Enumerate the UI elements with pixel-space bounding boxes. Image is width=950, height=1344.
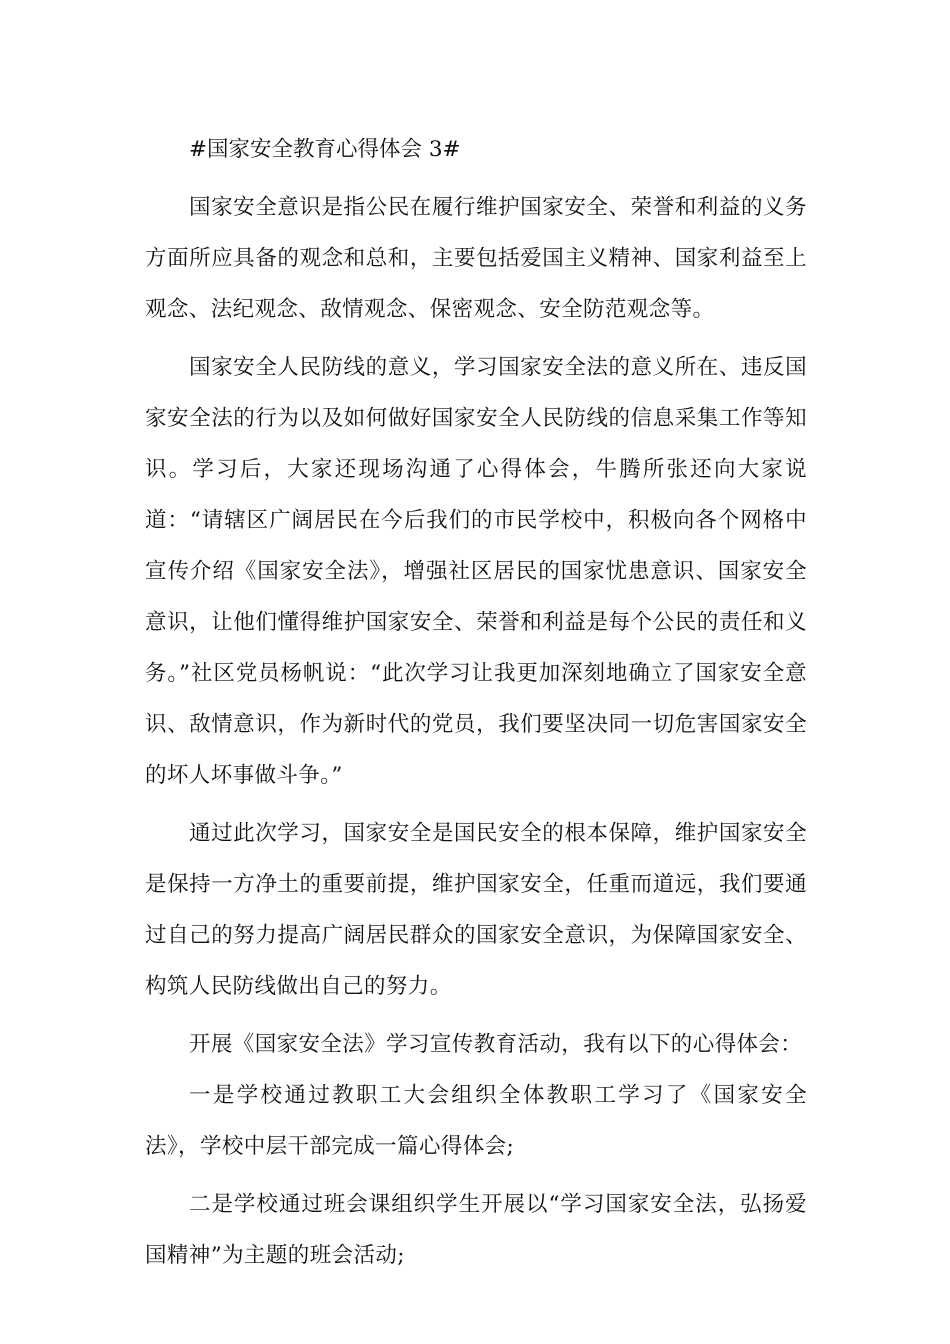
paragraph-security-awareness: 国家安全意识是指公民在履行维护国家安全、荣誉和利益的义务方面所应具备的观念和总和，主要包括爱国主义精神、国家利益至上观念、法纪观念、敌情观念、保密观念、安全防范观念等。: [145, 195, 807, 322]
document-body: [145, 124, 807, 1281]
paragraph-study-conclusion: 通过此次学习，国家安全是国民安全的根本保障，维护国家安全是保持一方净土的重要前提，维护国家安全，任重而道远，我们要通过自己的努力提高广阔居民群众的国家安全意识，为保障国家安全、构筑人民防线做出自己的努力。: [145, 821, 807, 999]
paragraph-activity-intro: 开展《国家安全法》学习宣传教育活动，我有以下的心得体会：: [189, 1032, 803, 1057]
paragraph-people-defense-line: 国家安全人民防线的意义，学习国家安全法的意义所在、违反国家安全法的行为以及如何做好国家安全人民防线的信息采集工作等知识。学习后，大家还现场沟通了心得体会，牛腾所张还向大家说道：“请辖区广阔居民在今后我们的市民学校中，积极向各个网格中宣传介绍《国家安全法》，增强社区居民的国家忧患意识、国家安全意识，让他们懂得维护国家安全、荣誉和利益是每个公民的责任和义务。”社区党员杨帆说：“此次学习让我更加深刻地确立了国家安全意识、敌情意识，作为新时代的党员，我们要坚决同一切危害国家安全的坏人坏事做斗争。”: [145, 355, 807, 788]
paragraph-point-one: 一是学校通过教职工大会组织全体教职工学习了《国家安全法》，学校中层干部完成一篇心得体会;: [145, 1083, 807, 1159]
paragraph-point-two: 二是学校通过班会课组织学生开展以“学习国家安全法，弘扬爱国精神”为主题的班会活动;: [145, 1192, 807, 1268]
document-title: #国家安全教育心得体会 3#: [189, 137, 461, 162]
